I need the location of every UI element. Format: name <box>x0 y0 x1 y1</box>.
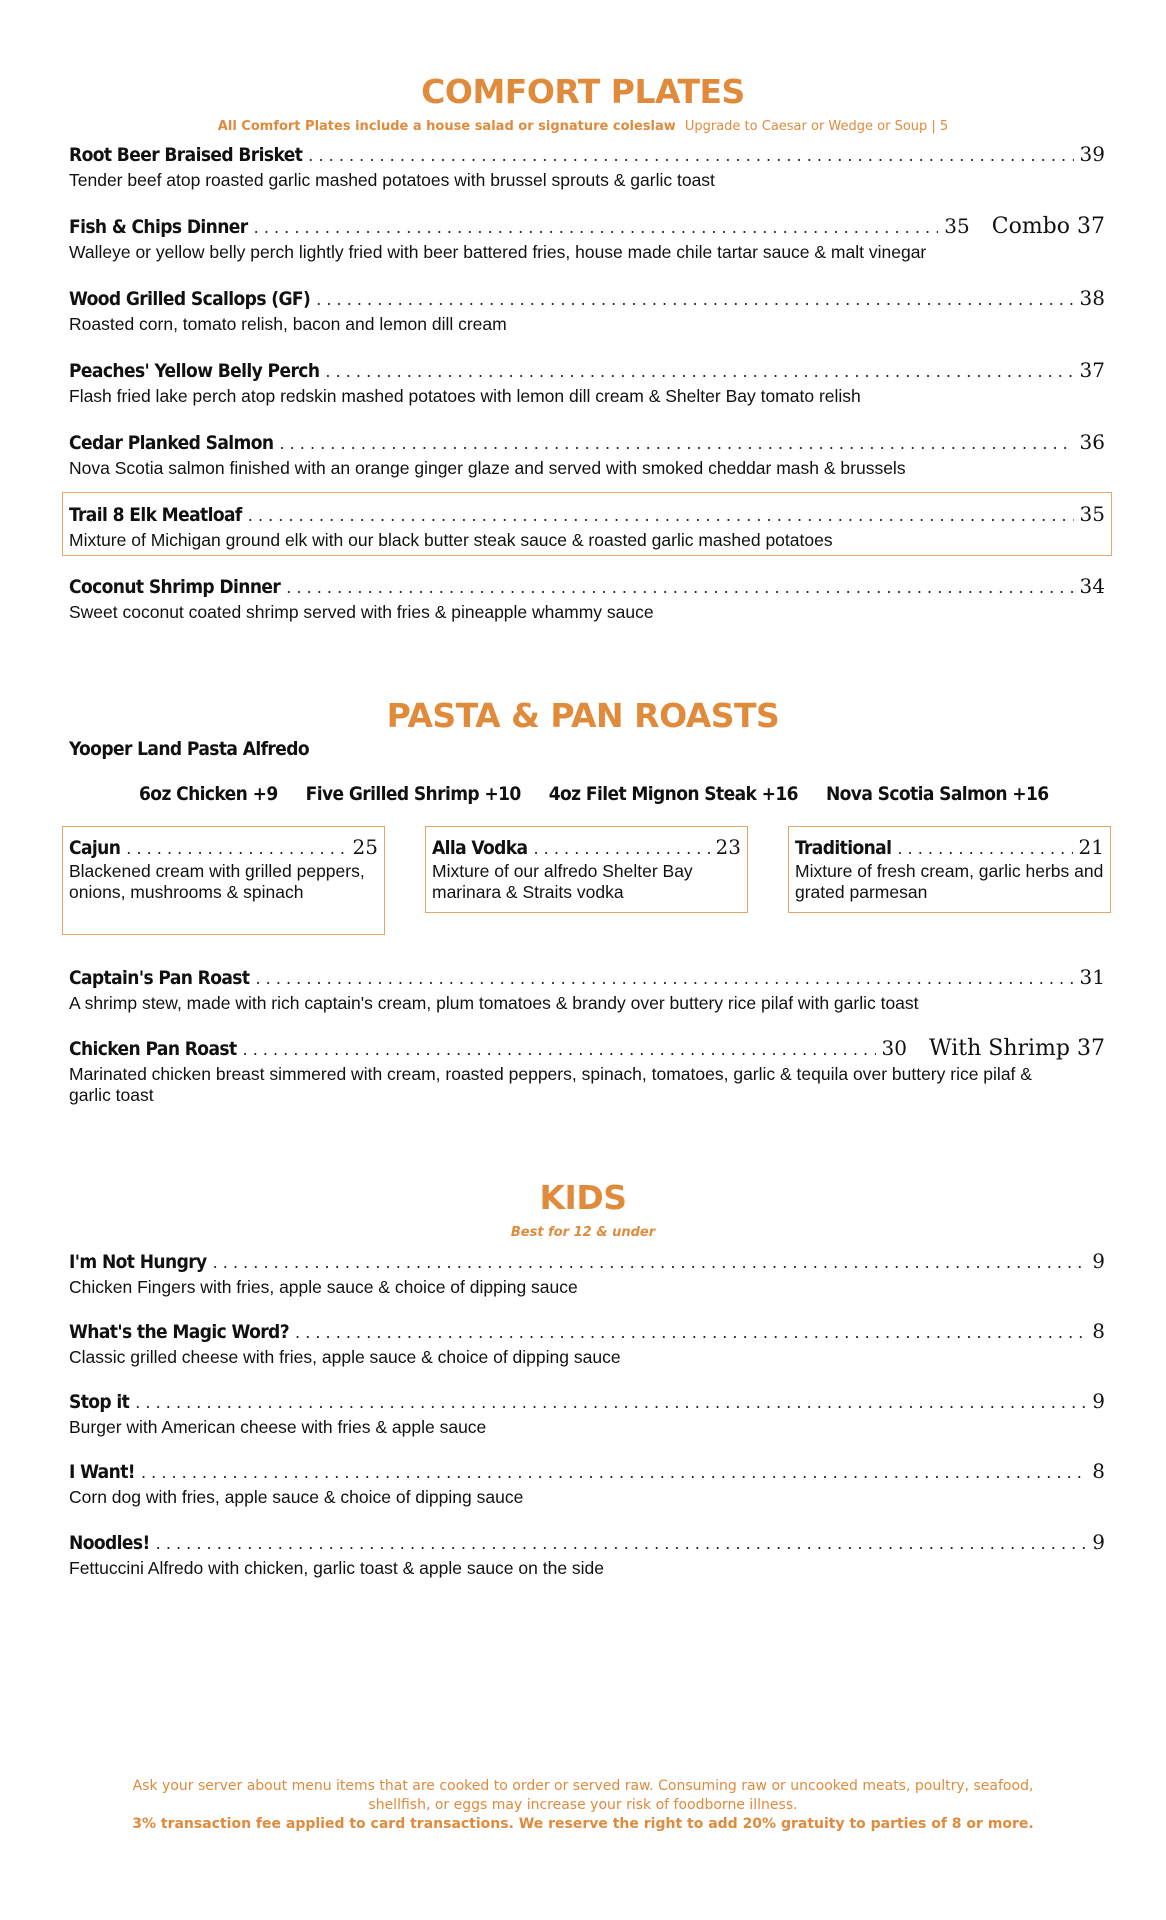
item-description: Tender beef atop roasted garlic mashed potatoes with brussel sprouts & garlic toast <box>69 170 715 190</box>
item-description: Sweet coconut coated shrimp served with fries & pineapple whammy sauce <box>69 602 654 622</box>
item-name: Cedar Planked Salmon <box>69 432 274 454</box>
leader-dots <box>135 1393 1086 1412</box>
item-extra-price: With Shrimp 37 <box>929 1036 1105 1061</box>
item-name: Noodles! <box>69 1532 150 1554</box>
menu-item <box>69 358 1105 407</box>
addon-item: Five Grilled Shrimp +10 <box>305 783 521 805</box>
item-description: Burger with American cheese with fries & apple sauce <box>69 1417 487 1437</box>
section-title-pasta: PASTA & PAN ROASTS <box>386 696 780 735</box>
item-description: Classic grilled cheese with fries, apple sauce & choice of dipping sauce <box>69 1347 621 1367</box>
menu-item <box>69 286 1105 335</box>
menu-item <box>69 1530 1105 1579</box>
item-name: What's the Magic Word? <box>69 1321 290 1343</box>
menu-item-featured <box>69 502 1105 551</box>
item-price: 39 <box>1079 142 1105 166</box>
menu-item <box>69 1319 1105 1368</box>
section-subtitle-comfort <box>0 119 1166 134</box>
leader-dots <box>279 434 1073 453</box>
item-price: 35 <box>944 214 970 238</box>
item-name: Trail 8 Elk Meatloaf <box>69 504 242 526</box>
leader-dots <box>897 839 1072 858</box>
pasta-style-box <box>62 826 385 935</box>
item-name: Cajun <box>69 837 121 859</box>
menu-item <box>69 1389 1105 1438</box>
item-price: 9 <box>1092 1249 1105 1273</box>
item-description: Walleye or yellow belly perch lightly fried with beer battered fries, house made chile tartar sauce & malt vinegar <box>69 242 927 262</box>
item-name: Coconut Shrimp Dinner <box>69 576 281 598</box>
item-description: Corn dog with fries, apple sauce & choice of dipping sauce <box>69 1487 524 1507</box>
item-description: Mixture of fresh cream, garlic herbs and grated parmesan <box>795 861 1104 902</box>
section-subtitle-kids: Best for 12 & under <box>510 1225 656 1240</box>
leader-dots <box>255 969 1073 988</box>
addon-item: Nova Scotia Salmon +16 <box>825 783 1049 805</box>
item-description: Blackened cream with grilled peppers, onions, mushrooms & spinach <box>69 861 365 902</box>
leader-dots <box>286 578 1073 597</box>
menu-item <box>69 574 1105 623</box>
item-price: 30 <box>881 1036 907 1060</box>
item-extra-price: Combo 37 <box>991 214 1105 239</box>
item-name: Peaches' Yellow Belly Perch <box>69 360 320 382</box>
leader-dots <box>308 146 1073 165</box>
leader-dots <box>325 362 1073 381</box>
item-name: Root Beer Braised Brisket <box>69 144 303 166</box>
item-price: 36 <box>1079 430 1105 454</box>
item-name: I'm Not Hungry <box>69 1251 207 1273</box>
item-description: Mixture of Michigan ground elk with our black butter steak sauce & roasted garlic mashed potatoes <box>69 530 833 550</box>
item-description: Nova Scotia salmon finished with an orange ginger glaze and served with smoked cheddar mash & brussels <box>69 458 906 478</box>
leader-dots <box>316 290 1073 309</box>
item-description: Roasted corn, tomato relish, bacon and lemon dill cream <box>69 314 507 334</box>
item-price: 31 <box>1079 965 1105 989</box>
pasta-style-box <box>788 826 1111 913</box>
item-price: 21 <box>1078 835 1104 859</box>
leader-dots <box>243 1040 876 1059</box>
comfort-upgrade-note: Upgrade to Caesar or Wedge or Soup | 5 <box>684 119 949 134</box>
leader-dots <box>141 1463 1086 1482</box>
item-name: Alla Vodka <box>432 837 528 859</box>
leader-dots <box>126 839 346 858</box>
comfort-included-note: All Comfort Plates include a house salad or signature coleslaw <box>217 119 676 134</box>
addon-item: 6oz Chicken +9 <box>139 783 278 805</box>
item-price: 23 <box>715 835 741 859</box>
item-description: Marinated chicken breast simmered with cream, roasted peppers, spinach, tomatoes, garlic & tequila over buttery rice pilaf & garlic toast <box>69 1064 1032 1105</box>
item-description: Fettuccini Alfredo with chicken, garlic toast & apple sauce on the side <box>69 1558 605 1578</box>
item-price: 37 <box>1079 358 1105 382</box>
menu-item <box>69 142 1105 191</box>
menu-item <box>69 965 1105 1014</box>
item-description: Mixture of our alfredo Shelter Bay marinara & Straits vodka <box>432 861 693 902</box>
pasta-style-box <box>425 826 748 913</box>
section-title-kids: KIDS <box>539 1178 627 1217</box>
leader-dots <box>534 839 710 858</box>
item-description: Flash fried lake perch atop redskin mashed potatoes with lemon dill cream & Shelter Bay tomato relish <box>69 386 861 406</box>
menu-item <box>69 430 1105 479</box>
item-price: 9 <box>1092 1389 1105 1413</box>
menu-item <box>69 1249 1105 1298</box>
menu-item <box>69 1459 1105 1508</box>
menu-item <box>69 214 1105 263</box>
footer-line: shellfish, or eggs may increase your risk of foodborne illness. <box>368 1797 798 1813</box>
pasta-alfredo-title: Yooper Land Pasta Alfredo <box>69 738 310 760</box>
addon-item: 4oz Filet Mignon Steak +16 <box>548 783 798 805</box>
leader-dots <box>254 218 939 237</box>
leader-dots <box>295 1323 1086 1342</box>
item-description: A shrimp stew, made with rich captain's cream, plum tomatoes & brandy over buttery rice pilaf with garlic toast <box>69 993 919 1013</box>
footer-line: Ask your server about menu items that are cooked to order or served raw. Consuming raw or uncooked meats, poultry, seafood, <box>132 1778 1034 1794</box>
footer-fee-note: 3% transaction fee applied to card transactions. We reserve the right to add 20% gratuity to parties of 8 or more. <box>132 1816 1034 1832</box>
item-name: Fish & Chips Dinner <box>69 216 248 238</box>
menu-item <box>69 1036 1105 1106</box>
item-description: Chicken Fingers with fries, apple sauce & choice of dipping sauce <box>69 1277 578 1297</box>
item-name: Chicken Pan Roast <box>69 1038 237 1060</box>
item-price: 38 <box>1079 286 1105 310</box>
item-price: 34 <box>1079 574 1105 598</box>
footer-disclaimer <box>0 1777 1166 1834</box>
item-name: Captain's Pan Roast <box>69 967 250 989</box>
item-price: 35 <box>1079 502 1105 526</box>
item-price: 8 <box>1092 1459 1105 1483</box>
leader-dots <box>213 1253 1087 1272</box>
item-price: 9 <box>1092 1530 1105 1554</box>
leader-dots <box>156 1534 1087 1553</box>
pasta-addons <box>139 783 1077 805</box>
item-name: I Want! <box>69 1461 135 1483</box>
section-title-comfort: COMFORT PLATES <box>421 72 745 111</box>
item-name: Wood Grilled Scallops (GF) <box>69 288 311 310</box>
item-name: Stop it <box>69 1391 130 1413</box>
item-price: 8 <box>1092 1319 1105 1343</box>
item-price: 25 <box>352 835 378 859</box>
leader-dots <box>248 506 1074 525</box>
item-name: Traditional <box>795 837 892 859</box>
